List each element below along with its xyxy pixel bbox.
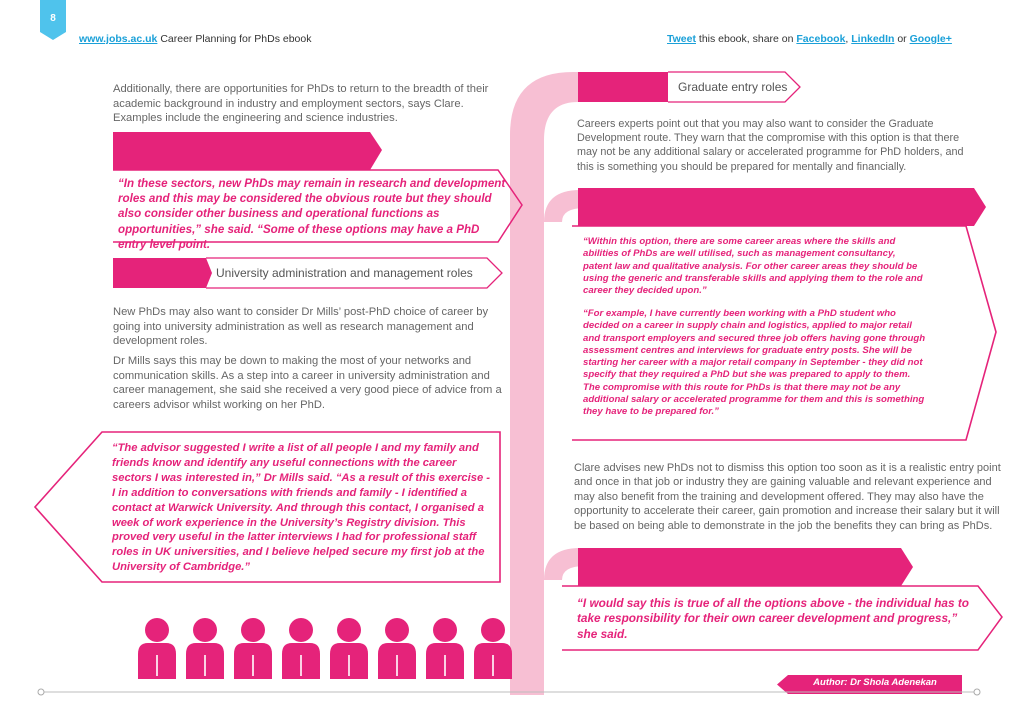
googleplus-link[interactable]: Google+ — [909, 33, 952, 45]
graduate-title-bar — [578, 72, 668, 102]
ebook-title: Career Planning for PhDs ebook — [160, 33, 312, 45]
graduate-section-title: Graduate entry roles — [678, 80, 788, 94]
university-title-bar — [113, 258, 206, 288]
central-trunk-graphic — [510, 72, 582, 695]
quote-a-bar — [578, 188, 974, 226]
header-share: Tweet this ebook, share on Facebook, LinkedIn or Google+ — [667, 33, 952, 45]
quote-b-text: “For example, I have currently been working with a PhD student who decided on a career in supply chain and logistics, applied to major retail and transport employers and secured three job offers having gone through assessment centres and interviews for graduate entry posts. She will be starting her career with a major retail company in September - they did not specify that they required a PhD but she was prepared to apply to them. The compromise with this route for PhDs is that there may not be any additional salary or accelerated programme for them and this is something they have to be prepared for.” — [583, 308, 926, 418]
quote1-text: “In these sectors, new PhDs may remain in research and development roles and this may be considered the obvious route but they should also consider other business and operational functions as opportunities,” she said. “Some of these options may have a PhD entry level point. — [118, 177, 506, 251]
linkedin-link[interactable]: LinkedIn — [851, 33, 895, 45]
quote1-bar-tip — [370, 132, 382, 170]
quote2-text: “The advisor suggested I write a list of all people I and my family and friends know and identify any useful connections with the career sectors I was interested in,” Dr Mills said. “As a result of this exercise - I in addition to conversations with friends and family - I identified a contact at Warwick University. And through this contact, I organised a week of work experience in the University’s Registry division. This proved very useful in the latter interviews I had for professional staff roles in UK universities, and I believe helped secure my first job at the University of Cambridge.” — [112, 442, 491, 574]
quote1-bar — [113, 132, 370, 170]
author-credit: Author: Dr Shola Adenekan — [813, 677, 937, 688]
people-silhouettes-icon — [138, 618, 512, 679]
page-number: 8 — [50, 13, 56, 24]
header-left — [79, 33, 311, 45]
tweet-link[interactable]: Tweet — [667, 33, 696, 45]
quote-c-bar — [578, 548, 901, 586]
facebook-link[interactable]: Facebook — [796, 33, 846, 45]
left-intro: Additionally, there are opportunities for PhDs to return to the breadth of their academic background in industry and employment sectors, says Clare. Examples include the engineering and science industries. — [113, 83, 489, 125]
quote-c-text: “I would say this is true of all the options above - the individual has to take responsibility for their own career development and progress,” she said. — [577, 596, 969, 641]
university-para-2: Dr Mills says this may be down to making the most of your networks and communication skills. As a step into a career in university administration and career management, she said she received a very good piece of advice from a careers advisor whilst working on her PhD. — [113, 355, 502, 411]
graduate-para: Clare advises new PhDs not to dismiss this option too soon as it is a realistic entry point and once in that job or industry they are gaining valuable and relevant experience and may also benefit from the training and development offered. They may also have the opportunity to accelerate their career, gain promotion and increase their salary but it will be based on being able to demonstrate in the job the benefits they can bring as PhDs. — [574, 462, 1001, 532]
university-section-title: University administration and management roles — [216, 266, 473, 280]
university-para-1: New PhDs may also want to consider Dr Mills’ post-PhD choice of career by going into university administration as well as research management and development roles. — [113, 306, 489, 348]
quote-a-text: “Within this option, there are some career areas where the skills and abilities of PhDs are well utilised, such as management consultancy, patent law and qualitative analysis. For other career areas they should be using the generic and transferable skills and applying them to the role and career they decided upon.” — [583, 236, 923, 297]
site-link[interactable]: www.jobs.ac.uk — [79, 33, 158, 45]
graduate-intro: Careers experts point out that you may also want to consider the Graduate Development route. They warn that the compromise with this option is that there may not be any additional salary or accelerated programme for PhD holders, and this is something you should be prepared for mentally and financially. — [577, 118, 964, 173]
